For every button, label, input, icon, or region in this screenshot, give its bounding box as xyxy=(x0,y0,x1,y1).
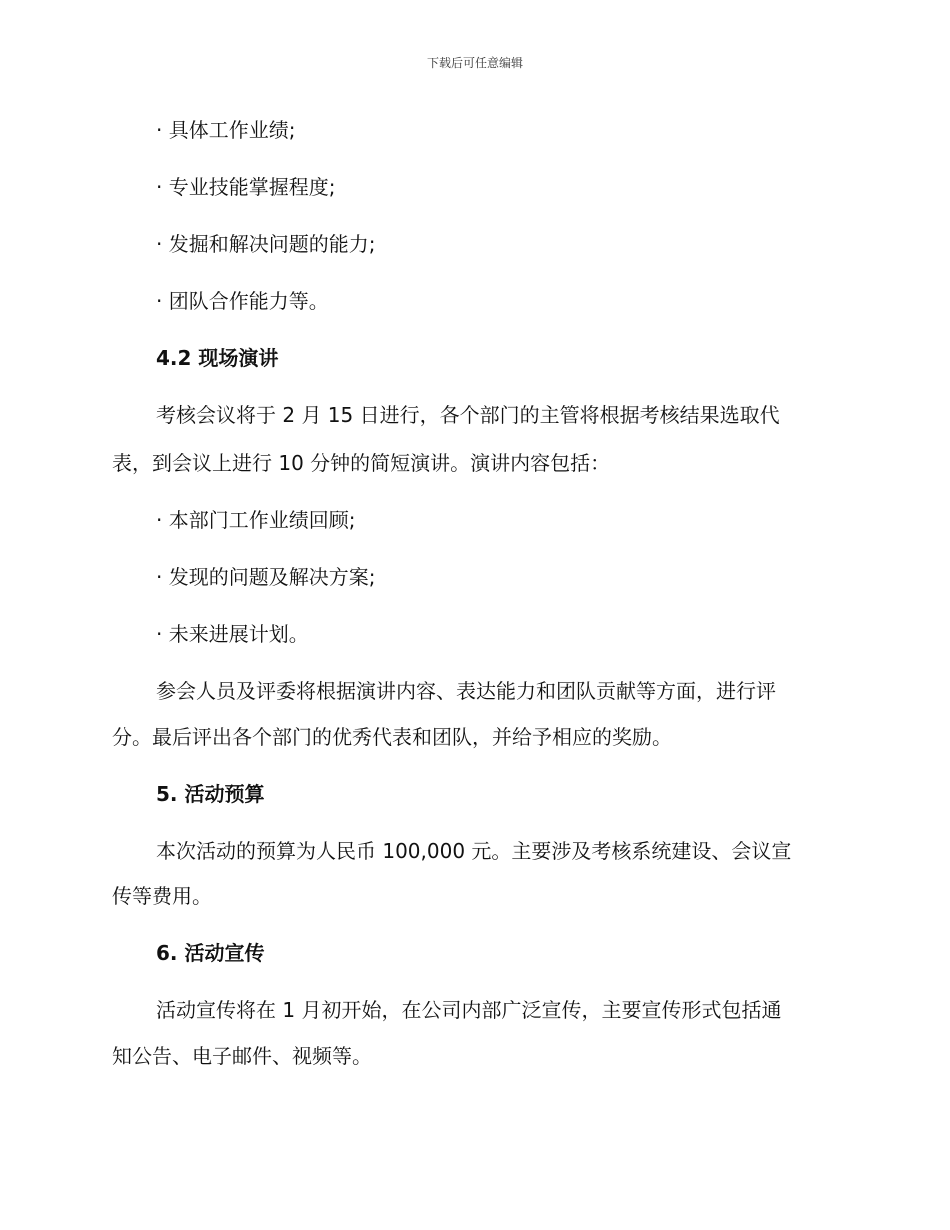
section-heading-5: 5. 活动预算 xyxy=(156,782,265,806)
paragraph-line: 考核会议将于 2 月 15 日进行，各个部门的主管将根据考核结果选取代 xyxy=(156,403,780,427)
paragraph-line: 传等费用。 xyxy=(112,884,212,908)
paragraph-line: 活动宣传将在 1 月初开始，在公司内部广泛宣传，主要宣传形式包括通 xyxy=(156,998,782,1022)
section-heading-4-2: 4.2 现场演讲 xyxy=(156,346,279,370)
paragraph-line: 参会人员及评委将根据演讲内容、表达能力和团队贡献等方面，进行评 xyxy=(156,679,776,703)
paragraph-line: 分。最后评出各个部门的优秀代表和团队，并给予相应的奖励。 xyxy=(112,725,672,749)
paragraph-line: 本次活动的预算为人民币 100,000 元。主要涉及考核系统建设、会议宣 xyxy=(156,839,792,863)
section-heading-6: 6. 活动宣传 xyxy=(156,941,265,965)
paragraph-line: 知公告、电子邮件、视频等。 xyxy=(112,1044,372,1068)
header-note: 下载后可任意编辑 xyxy=(426,56,523,70)
list-item: · 专业技能掌握程度; xyxy=(156,175,336,199)
paragraph-line: 表，到会议上进行 10 分钟的简短演讲。演讲内容包括： xyxy=(112,451,611,475)
list-item: · 发掘和解决问题的能力; xyxy=(156,232,376,256)
list-item: · 本部门工作业绩回顾; xyxy=(156,508,356,532)
list-item: · 发现的问题及解决方案; xyxy=(156,565,376,589)
list-item: · 未来进展计划。 xyxy=(156,622,309,646)
list-item: · 团队合作能力等。 xyxy=(156,289,329,313)
list-item: · 具体工作业绩; xyxy=(156,118,296,142)
